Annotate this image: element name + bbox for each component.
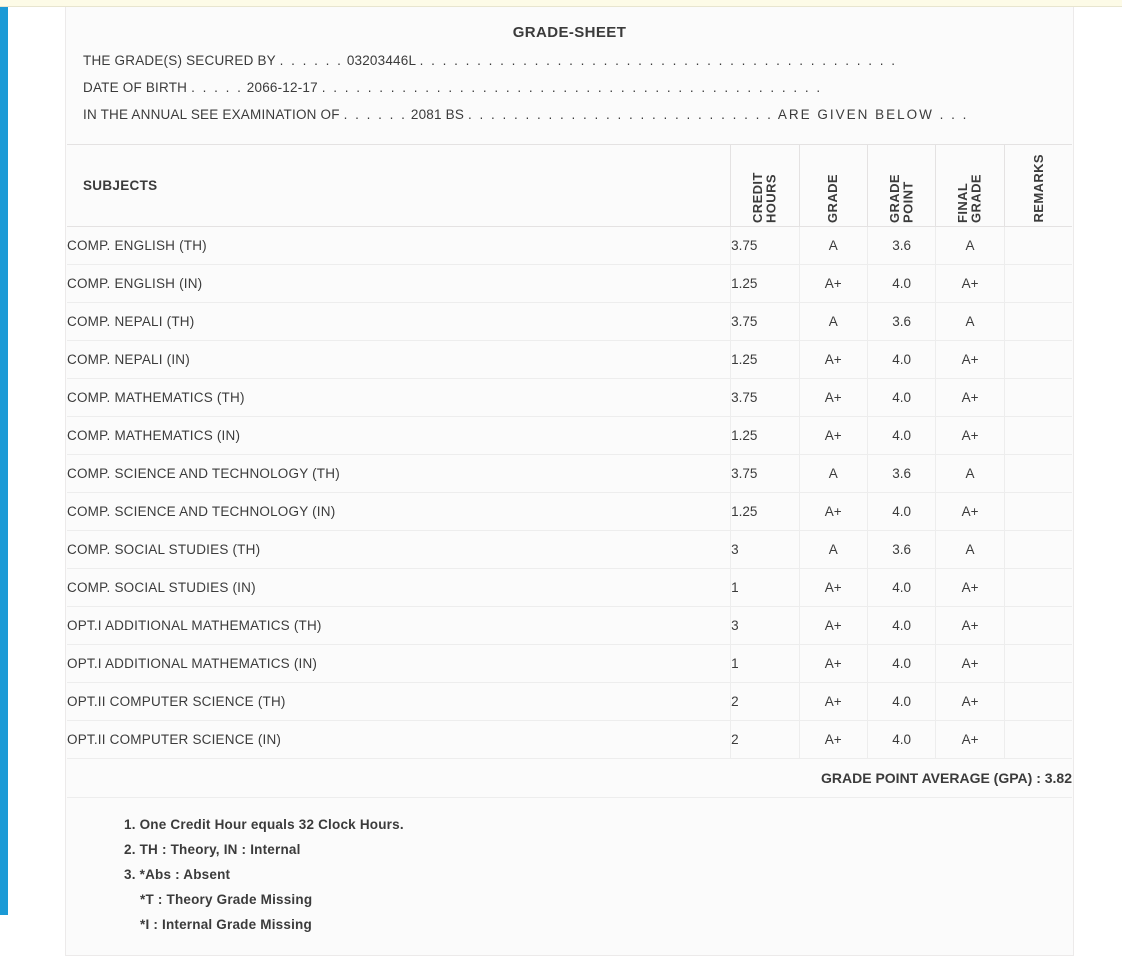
cell-grade: A+ [799,379,867,417]
table-row [67,531,1072,569]
cell-grade-point: 4.0 [867,645,935,683]
table-row [67,493,1072,531]
note-item: *I : Internal Grade Missing [140,917,312,932]
cell-credit-hours: 1.25 [731,417,799,455]
table-row [67,303,1072,341]
page-container [8,7,1122,932]
cell-grade: A [799,227,867,265]
cell-grade-point: 3.6 [867,303,935,341]
cell-remarks [1004,227,1072,265]
cell-grade: A+ [799,645,867,683]
cell-grade-point: 4.0 [867,569,935,607]
table-header-row [67,145,1072,227]
cell-final-grade: A+ [936,683,1004,721]
table-row [67,569,1072,607]
table-row [67,379,1072,417]
table-row [67,265,1072,303]
cell-grade-point: 4.0 [867,721,935,759]
note-item: 1. One Credit Hour equals 32 Clock Hours. [124,817,404,832]
cell-remarks [1004,455,1072,493]
cell-credit-hours: 1.25 [731,493,799,531]
cell-final-grade: A+ [936,379,1004,417]
column-header-remarks [1004,145,1072,227]
cell-final-grade: A+ [936,265,1004,303]
cell-credit-hours: 3.75 [731,303,799,341]
table-row [67,417,1072,455]
table-row [67,341,1072,379]
cell-grade: A+ [799,417,867,455]
grades-table-body [67,227,1072,798]
cell-final-grade: A+ [936,607,1004,645]
table-row [67,455,1072,493]
meta-line-exam [66,101,1073,128]
cell-remarks [1004,417,1072,455]
cell-subject: OPT.II COMPUTER SCIENCE (IN) [67,721,731,759]
cell-credit-hours: 1.25 [731,341,799,379]
meta-value-candidate: 03203446L [346,53,416,68]
cell-grade: A+ [799,569,867,607]
meta-value-exam: 2081 BS [410,107,465,122]
cell-grade: A [799,303,867,341]
cell-remarks [1004,569,1072,607]
meta-dots-2: . . . . . . . . . . . . . . . . . . . . . . . . . . . ARE GIVEN BELOW . . . [468,107,969,122]
meta-label-candidate: THE GRADE(S) SECURED BY [83,53,276,68]
cell-subject: OPT.I ADDITIONAL MATHEMATICS (IN) [67,645,731,683]
cell-subject: COMP. SCIENCE AND TECHNOLOGY (IN) [67,493,731,531]
column-header-credit-hours [731,145,799,227]
cell-grade: A+ [799,607,867,645]
cell-grade-point: 4.0 [867,493,935,531]
cell-subject: COMP. NEPALI (IN) [67,341,731,379]
meta-label-dob: DATE OF BIRTH [83,80,188,95]
cell-grade-point: 4.0 [867,607,935,645]
table-row [67,721,1072,759]
cell-subject: COMP. SOCIAL STUDIES (IN) [67,569,731,607]
cell-final-grade: A+ [936,569,1004,607]
cell-final-grade: A+ [936,493,1004,531]
notes-section [66,798,1073,955]
cell-grade: A+ [799,493,867,531]
cell-credit-hours: 2 [731,683,799,721]
cell-grade: A+ [799,265,867,303]
cell-subject: COMP. MATHEMATICS (IN) [67,417,731,455]
cell-remarks [1004,645,1072,683]
cell-remarks [1004,379,1072,417]
grade-sheet-card [65,7,1074,956]
cell-credit-hours: 3.75 [731,227,799,265]
meta-dots-1: . . . . . [191,80,243,95]
cell-subject: COMP. ENGLISH (TH) [67,227,731,265]
cell-grade: A+ [799,721,867,759]
cell-credit-hours: 1.25 [731,265,799,303]
column-header-grade [799,145,867,227]
cell-remarks [1004,721,1072,759]
cell-grade-point: 4.0 [867,265,935,303]
column-header-remarks-text: REMARKS [1030,154,1046,223]
cell-final-grade: A+ [936,417,1004,455]
cell-remarks [1004,303,1072,341]
cell-grade: A+ [799,683,867,721]
meta-value-dob: 2066-12-17 [246,80,318,95]
cell-credit-hours: 3 [731,607,799,645]
cell-grade-point: 3.6 [867,531,935,569]
cell-credit-hours: 3.75 [731,379,799,417]
cell-grade: A [799,455,867,493]
cell-subject: COMP. NEPALI (TH) [67,303,731,341]
meta-dots-1: . . . . . . [343,107,407,122]
cell-final-grade: A+ [936,341,1004,379]
column-header-final-grade-text: FINAL GRADE [955,174,985,223]
cell-subject: COMP. SOCIAL STUDIES (TH) [67,531,731,569]
page-title: GRADE-SHEET [512,24,627,41]
cell-remarks [1004,683,1072,721]
cell-remarks [1004,493,1072,531]
cell-grade-point: 3.6 [867,455,935,493]
cell-subject: COMP. MATHEMATICS (TH) [67,379,731,417]
cell-grade-point: 4.0 [867,417,935,455]
cell-final-grade: A [936,455,1004,493]
meta-line-dob [66,74,1073,101]
column-header-credit-hours-text: CREDIT HOURS [750,172,779,223]
browser-top-strip [0,0,1122,7]
cell-grade: A [799,531,867,569]
meta-dots-2: . . . . . . . . . . . . . . . . . . . . . . . . . . . . . . . . . . . . . . . . . . . . [321,80,823,95]
cell-final-grade: A [936,531,1004,569]
meta-dots-2: . . . . . . . . . . . . . . . . . . . . . . . . . . . . . . . . . . . . . . . . . . [419,53,897,68]
grades-table-head [67,145,1072,227]
cell-subject: OPT.I ADDITIONAL MATHEMATICS (TH) [67,607,731,645]
table-row [67,227,1072,265]
cell-final-grade: A+ [936,645,1004,683]
cell-subject: COMP. ENGLISH (IN) [67,265,731,303]
cell-grade-point: 4.0 [867,683,935,721]
column-header-grade-point-text: GRADE POINT [886,174,916,223]
cell-grade-point: 4.0 [867,379,935,417]
gpa-row [67,759,1072,798]
column-header-grade-point [867,145,935,227]
cell-remarks [1004,607,1072,645]
table-row [67,683,1072,721]
cell-credit-hours: 2 [731,721,799,759]
cell-grade-point: 4.0 [867,341,935,379]
note-item: 3. *Abs : Absent [124,867,231,882]
table-row [67,645,1072,683]
left-accent-bar [0,7,8,915]
cell-credit-hours: 3 [731,531,799,569]
column-header-grade-text: GRADE [825,174,841,223]
cell-subject: OPT.II COMPUTER SCIENCE (TH) [67,683,731,721]
cell-credit-hours: 3.75 [731,455,799,493]
meta-label-exam: IN THE ANNUAL SEE EXAMINATION OF [83,107,340,122]
gpa-value: GRADE POINT AVERAGE (GPA) : 3.82 [67,759,1072,798]
cell-remarks [1004,265,1072,303]
meta-dots-1: . . . . . . [279,53,343,68]
column-header-subjects: SUBJECTS [67,145,731,227]
cell-grade-point: 3.6 [867,227,935,265]
note-item: *T : Theory Grade Missing [140,892,313,907]
note-item: 2. TH : Theory, IN : Internal [124,842,301,857]
cell-remarks [1004,531,1072,569]
cell-remarks [1004,341,1072,379]
cell-credit-hours: 1 [731,569,799,607]
column-header-final-grade [936,145,1004,227]
cell-final-grade: A [936,303,1004,341]
cell-subject: COMP. SCIENCE AND TECHNOLOGY (TH) [67,455,731,493]
meta-line-candidate [66,47,1073,74]
cell-credit-hours: 1 [731,645,799,683]
cell-final-grade: A [936,227,1004,265]
cell-final-grade: A+ [936,721,1004,759]
grades-table [67,144,1072,798]
table-row [67,607,1072,645]
cell-grade: A+ [799,341,867,379]
